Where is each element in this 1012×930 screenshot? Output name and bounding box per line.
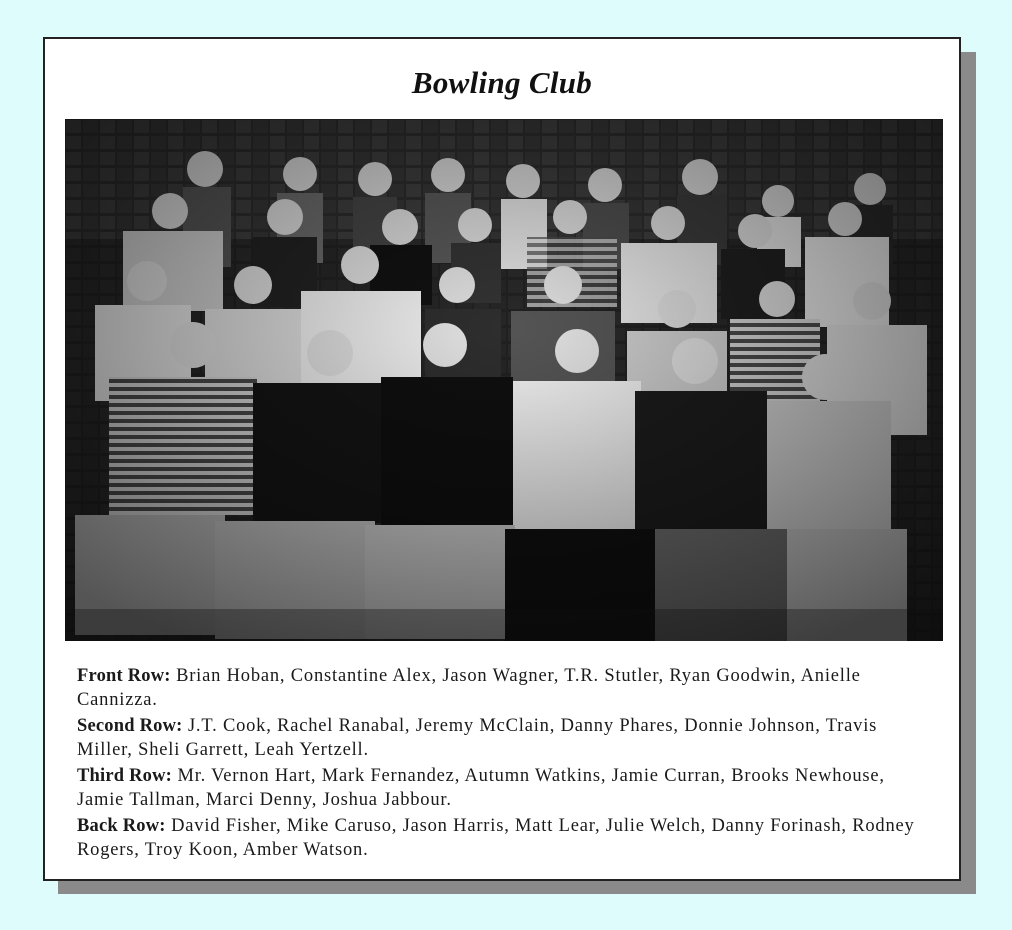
caption <box>77 664 935 864</box>
front-row-caption <box>77 664 935 712</box>
second-row-caption <box>77 714 935 762</box>
yearbook-page <box>43 37 961 881</box>
third-row-names: Mr. Vernon Hart, Mark Fernandez, Autumn Watkins, Jamie Curran, Brooks Newhouse, Jamie Tallman, Marci Denny, Joshua Jabbour. <box>77 766 885 810</box>
front-row-label: Front Row: <box>77 666 171 686</box>
second-row-names: J.T. Cook, Rachel Ranabal, Jeremy McClain, Danny Phares, Donnie Johnson, Travis Miller, Sheli Garrett, Leah Yertzell. <box>77 716 878 760</box>
second-row-label: Second Row: <box>77 716 183 736</box>
third-row-caption <box>77 764 935 812</box>
third-row-label: Third Row: <box>77 766 173 786</box>
front-row-names: Brian Hoban, Constantine Alex, Jason Wagner, T.R. Stutler, Ryan Goodwin, Anielle Cannizza. <box>77 666 861 710</box>
group-photo <box>65 119 943 641</box>
page-title: Bowling Club <box>411 65 593 100</box>
back-row-label: Back Row: <box>77 816 166 836</box>
back-row-names: David Fisher, Mike Caruso, Jason Harris, Matt Lear, Julie Welch, Danny Forinash, Rodney Rogers, Troy Koon, Amber Watson. <box>77 816 915 860</box>
group-photo-illustration <box>65 119 943 641</box>
back-row-caption <box>77 814 935 862</box>
